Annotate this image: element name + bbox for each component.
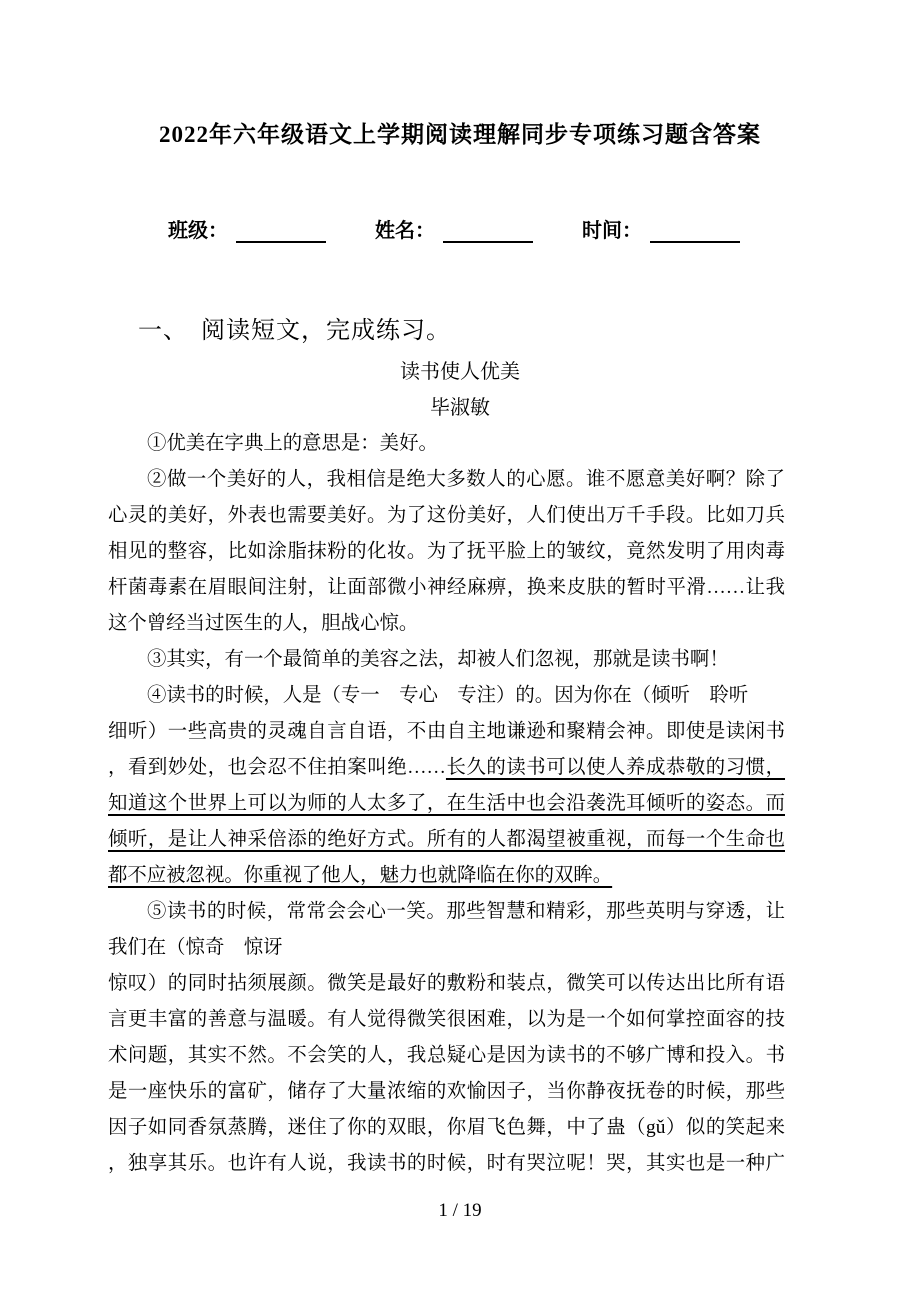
student-info-row bbox=[168, 214, 740, 243]
passage-text: ③其实，有一个最简单的美容之法，却被人们忽视，那就是读书啊！ bbox=[147, 649, 729, 670]
passage-body bbox=[108, 426, 785, 1182]
class-field-label: 班级： bbox=[168, 220, 228, 242]
class-field bbox=[168, 214, 326, 243]
passage-line bbox=[108, 534, 785, 570]
passage-title: 读书使人优美 bbox=[400, 361, 520, 383]
passage-line bbox=[108, 858, 785, 894]
time-field-blank bbox=[650, 217, 740, 243]
passage-text: 因子如同香氛蒸腾，迷住了你的双眼，你眉飞色舞，中了蛊（gǔ）似的笑起来 bbox=[108, 1117, 785, 1138]
passage-line bbox=[108, 894, 785, 930]
passage-text: 这个曾经当过医生的人，胆战心惊。 bbox=[108, 613, 419, 634]
passage-line bbox=[108, 1002, 785, 1038]
passage-text: ④读书的时候，人是（专一 专心 专注）的。因为你在（倾听 聆听 bbox=[147, 685, 749, 706]
passage-text: 细听）一些高贵的灵魂自言自语，不由自主地谦逊和聚精会神。即使是读闲书 bbox=[108, 721, 785, 742]
passage-line bbox=[108, 750, 785, 786]
passage-line bbox=[108, 786, 785, 822]
document-title: 2022年六年级语文上学期阅读理解同步专项练习题含答案 bbox=[159, 122, 761, 147]
name-field-blank bbox=[443, 217, 533, 243]
passage-text: 我们在（惊奇 惊讶 bbox=[108, 937, 283, 958]
passage-line bbox=[108, 714, 785, 750]
passage-line bbox=[108, 462, 785, 498]
passage-line bbox=[108, 498, 785, 534]
passage-text: ，看到妙处，也会忍不住拍案叫绝…… bbox=[108, 757, 446, 778]
passage-text: 术问题，其实不然。不会笑的人，我总疑心是因为读书的不够广博和投入。书 bbox=[108, 1045, 785, 1066]
underlined-text: 倾听，是让人神采倍添的绝好方式。所有的人都渴望被重视，而每一个生命也 bbox=[108, 829, 785, 850]
passage-line bbox=[108, 1146, 785, 1182]
passage-line bbox=[108, 426, 785, 462]
passage-line bbox=[108, 642, 785, 678]
passage-text: 是一座快乐的富矿，储存了大量浓缩的欢愉因子，当你静夜抚卷的时候，那些 bbox=[108, 1081, 785, 1102]
passage-line bbox=[108, 1110, 785, 1146]
passage-line bbox=[108, 678, 785, 714]
passage-line bbox=[108, 1074, 785, 1110]
underlined-text: 都不应被忽视。你重视了他人，魅力也就降临在你的双眸。 bbox=[108, 865, 613, 886]
passage-line bbox=[108, 966, 785, 1002]
passage-text: ⑤读书的时候，常常会会心一笑。那些智慧和精彩，那些英明与穿透，让 bbox=[147, 901, 785, 922]
passage-author: 毕淑敏 bbox=[430, 397, 490, 419]
passage-text: 杆菌毒素在眉眼间注射，让面部微小神经麻痹，换来皮肤的暂时平滑……让我 bbox=[108, 577, 785, 598]
page-number: 1 / 19 bbox=[438, 1200, 482, 1221]
passage-text: ，独享其乐。也许有人说，我读书的时候，时有哭泣呢！哭，其实也是一种广 bbox=[108, 1153, 785, 1174]
time-field-label: 时间： bbox=[582, 220, 642, 242]
passage-text: 言更丰富的善意与温暖。有人觉得微笑很困难，以为是一个如何掌控面容的技 bbox=[108, 1009, 785, 1030]
passage-text: ①优美在字典上的意思是：美好。 bbox=[147, 433, 438, 454]
section-heading: 一、 阅读短文，完成练习。 bbox=[138, 318, 451, 344]
passage-line bbox=[108, 1038, 785, 1074]
underlined-text: 知道这个世界上可以为师的人太多了，在生活中也会沿袭洗耳倾听的姿态。而 bbox=[108, 793, 785, 814]
name-field bbox=[375, 214, 533, 243]
name-field-label: 姓名： bbox=[375, 220, 435, 242]
class-field-blank bbox=[236, 217, 326, 243]
underlined-text: 长久的读书可以使人养成恭敬的习惯， bbox=[445, 757, 786, 778]
passage-text: 心灵的美好，外表也需要美好。为了这份美好，人们使出万千手段。比如刀兵 bbox=[108, 505, 785, 526]
passage-text: ②做一个美好的人，我相信是绝大多数人的心愿。谁不愿意美好啊？除了 bbox=[147, 469, 785, 490]
passage-line bbox=[108, 606, 785, 642]
time-field bbox=[582, 214, 740, 243]
passage-line bbox=[108, 822, 785, 858]
passage-line bbox=[108, 570, 785, 606]
passage-text: 惊叹）的同时拈须展颜。微笑是最好的敷粉和装点，微笑可以传达出比所有语 bbox=[108, 973, 785, 994]
passage-text: 相见的整容，比如涂脂抹粉的化妆。为了抚平脸上的皱纹，竟然发明了用肉毒 bbox=[108, 541, 785, 562]
passage-line bbox=[108, 930, 785, 966]
